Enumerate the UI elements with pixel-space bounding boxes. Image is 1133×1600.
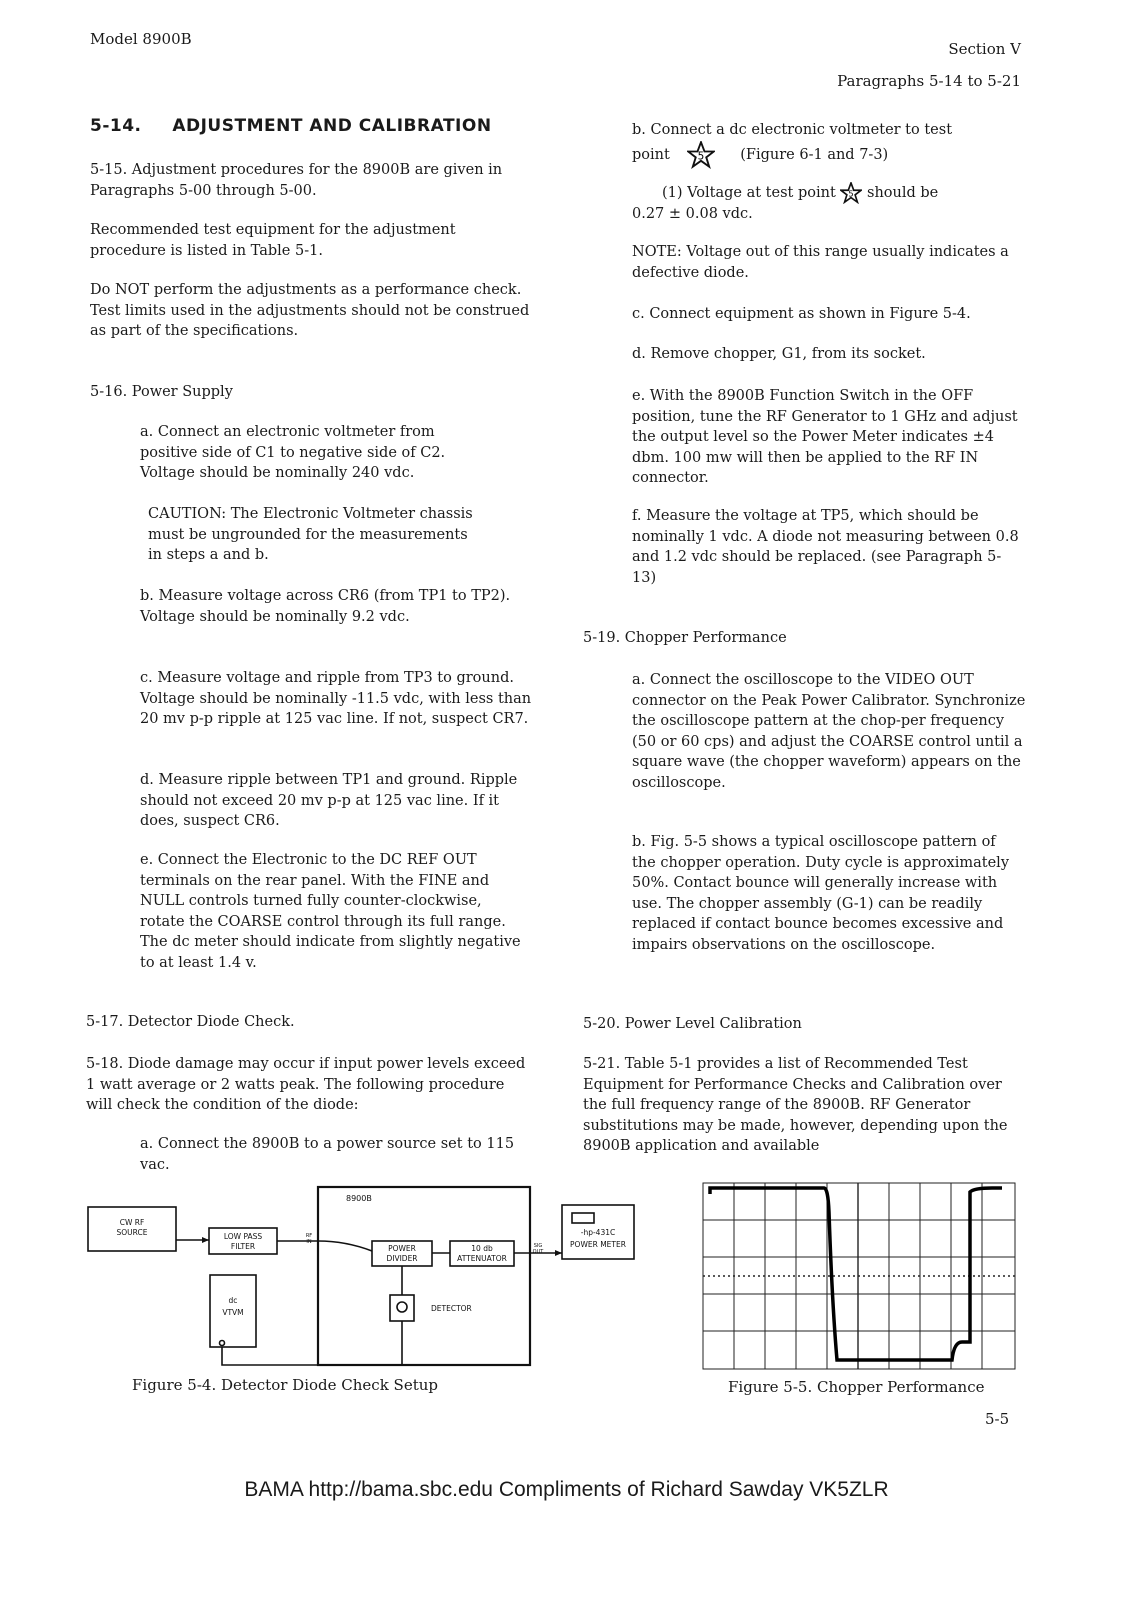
step-b-line1: b. Connect a dc electronic voltmeter to test	[632, 122, 953, 138]
subsection-5-17: 5-17. Detector Diode Check.	[86, 1014, 295, 1030]
figure-5-4-caption: Figure 5-4. Detector Diode Check Setup	[132, 1376, 438, 1394]
svg-text:VTVM: VTVM	[222, 1308, 244, 1317]
subsection-5-19: 5-19. Chopper Performance	[583, 630, 787, 646]
step-5-16-c: c. Measure voltage and ripple from TP3 to ground. Voltage should be nominally -11.5 vdc, with less than 20 mv p-p ripple at 125 vac line. If not, suspect CR7.	[140, 670, 532, 727]
svg-text:5: 5	[848, 188, 855, 199]
test-point-star-icon	[687, 141, 715, 169]
step-b-figure-ref: (Figure 6-1 and 7-3)	[740, 146, 889, 163]
step-b-point: point	[632, 146, 670, 163]
svg-text:FILTER: FILTER	[230, 1242, 256, 1251]
figure-5-5-caption: Figure 5-5. Chopper Performance	[728, 1378, 985, 1396]
svg-text:10 db: 10 db	[471, 1244, 493, 1253]
step-b1-post: should be	[867, 185, 939, 201]
svg-text:DIVIDER: DIVIDER	[386, 1254, 418, 1263]
step-5-16-d: d. Measure ripple between TP1 and ground. Ripple should not exceed 20 mv p-p at 125 vac line. If it does, suspect CR6.	[140, 772, 518, 829]
svg-text:SOURCE: SOURCE	[116, 1228, 148, 1237]
detector-box	[390, 1295, 414, 1321]
step-b1-pre: (1) Voltage at test point	[662, 185, 836, 201]
step-f: f. Measure the voltage at TP5, which should be nominally 1 vdc. A diode not measuring between 0.8 and 1.2 vdc should be replaced. (see Paragraph 5-13)	[632, 508, 1019, 586]
step-b1-voltage	[632, 182, 1022, 225]
svg-text:SIG: SIG	[533, 1243, 543, 1249]
note-defective-diode: NOTE: Voltage out of this range usually indicates a defective diode.	[632, 244, 1009, 281]
page-number: 5-5	[985, 1410, 1010, 1428]
paragraph-5-21: 5-21. Table 5-1 provides a list of Recommended Test Equipment for Performance Checks and Calibration over the full frequency range of the 8900B. RF Generator substitutions may be made, however, depending upon the 8900B application and available	[583, 1056, 1008, 1154]
step-5-19-a: a. Connect the oscilloscope to the VIDEO OUT connector on the Peak Power Calibrator. Synchronize the oscilloscope pattern at the chop-per frequency (50 or 60 cps) and adjust the COARSE control until a square wave (the chopper waveform) appears on the oscilloscope.	[632, 672, 1026, 791]
paragraph-5-15: 5-15. Adjustment procedures for the 8900B are given in Paragraphs 5-00 through 5-00.	[90, 162, 503, 199]
subsection-5-16: 5-16. Power Supply	[90, 384, 233, 400]
paragraph-5-18: 5-18. Diode damage may occur if input power levels exceed 1 watt average or 2 watts peak. The following procedure will check the condition of the diode:	[86, 1056, 526, 1113]
section-heading	[90, 116, 492, 136]
svg-text:DETECTOR: DETECTOR	[431, 1304, 472, 1313]
step-5-16-b: b. Measure voltage across CR6 (from TP1 to TP2). Voltage should be nominally 9.2 vdc.	[140, 588, 511, 625]
figure-5-5-scope	[702, 1182, 1018, 1372]
svg-text:CW RF: CW RF	[119, 1218, 145, 1227]
paragraphs-range: Paragraphs 5-14 to 5-21	[837, 72, 1021, 90]
step-b1-value: 0.27 ± 0.08 vdc.	[632, 206, 753, 222]
step-5-18-a: a. Connect the 8900B to a power source set to 115 vac.	[140, 1136, 515, 1173]
section-label: Section V	[948, 40, 1021, 58]
step-e: e. With the 8900B Function Switch in the OFF position, tune the RF Generator to 1 GHz and adjust the output level so the Power Meter indicates ±4 dbm. 100 mw will then be applied to the RF IN connector.	[632, 388, 1018, 486]
svg-text:dc: dc	[228, 1296, 238, 1305]
figure-5-4-diagram	[86, 1185, 646, 1385]
step-5-16-a: a. Connect an electronic voltmeter from positive side of C1 to negative side of C2. Voltage should be nominally 240 vdc.	[140, 424, 446, 481]
step-5-19-b: b. Fig. 5-5 shows a typical oscilloscope pattern of the chopper operation. Duty cycle is approximately 50%. Contact bounce will generally increase with use. The chopper assembly (G-1) can be readily replaced if contact bounce becomes excessive and impairs observations on the oscilloscope.	[632, 834, 1010, 953]
svg-text:RF: RF	[305, 1233, 313, 1239]
step-b-connect-voltmeter	[632, 120, 1022, 169]
step-b-line2	[632, 141, 1022, 169]
svg-text:-hp-431C: -hp-431C	[580, 1228, 616, 1237]
heading-number: 5-14.	[90, 116, 142, 136]
svg-text:POWER: POWER	[388, 1244, 416, 1253]
svg-text:5: 5	[697, 150, 705, 163]
subsection-5-20: 5-20. Power Level Calibration	[583, 1016, 802, 1032]
step-c: c. Connect equipment as shown in Figure 5-4.	[632, 306, 971, 322]
caution-note: CAUTION: The Electronic Voltmeter chassis must be ungrounded for the measurements in steps a and b.	[148, 506, 473, 563]
model-label: Model 8900B	[90, 30, 192, 48]
footer-credit: BAMA http://bama.sbc.edu Compliments of Richard Sawday VK5ZLR	[244, 1478, 889, 1501]
step-5-16-e: e. Connect the Electronic to the DC REF OUT terminals on the rear panel. With the FINE and NULL controls turned fully counter-clockwise, rotate the COARSE control through its full range. The dc meter should indicate from slightly negative to at least 1.4 v.	[140, 852, 521, 971]
svg-text:OUT: OUT	[532, 1249, 544, 1255]
svg-text:ATTENUATOR: ATTENUATOR	[457, 1254, 507, 1263]
test-point-star-icon-2	[840, 182, 862, 204]
paragraph-recommended: Recommended test equipment for the adjustment procedure is listed in Table 5-1.	[90, 222, 456, 259]
paragraph-do-not: Do NOT perform the adjustments as a performance check. Test limits used in the adjustments should not be construed as part of the specifications.	[90, 282, 530, 339]
svg-text:IN: IN	[306, 1239, 312, 1245]
step-d: d. Remove chopper, G1, from its socket.	[632, 346, 926, 362]
heading-text: ADJUSTMENT AND CALIBRATION	[172, 116, 492, 136]
svg-text:8900B: 8900B	[346, 1194, 372, 1203]
unit-8900b-box	[318, 1187, 530, 1365]
svg-text:LOW PASS: LOW PASS	[223, 1232, 263, 1241]
svg-text:POWER METER: POWER METER	[570, 1240, 626, 1249]
